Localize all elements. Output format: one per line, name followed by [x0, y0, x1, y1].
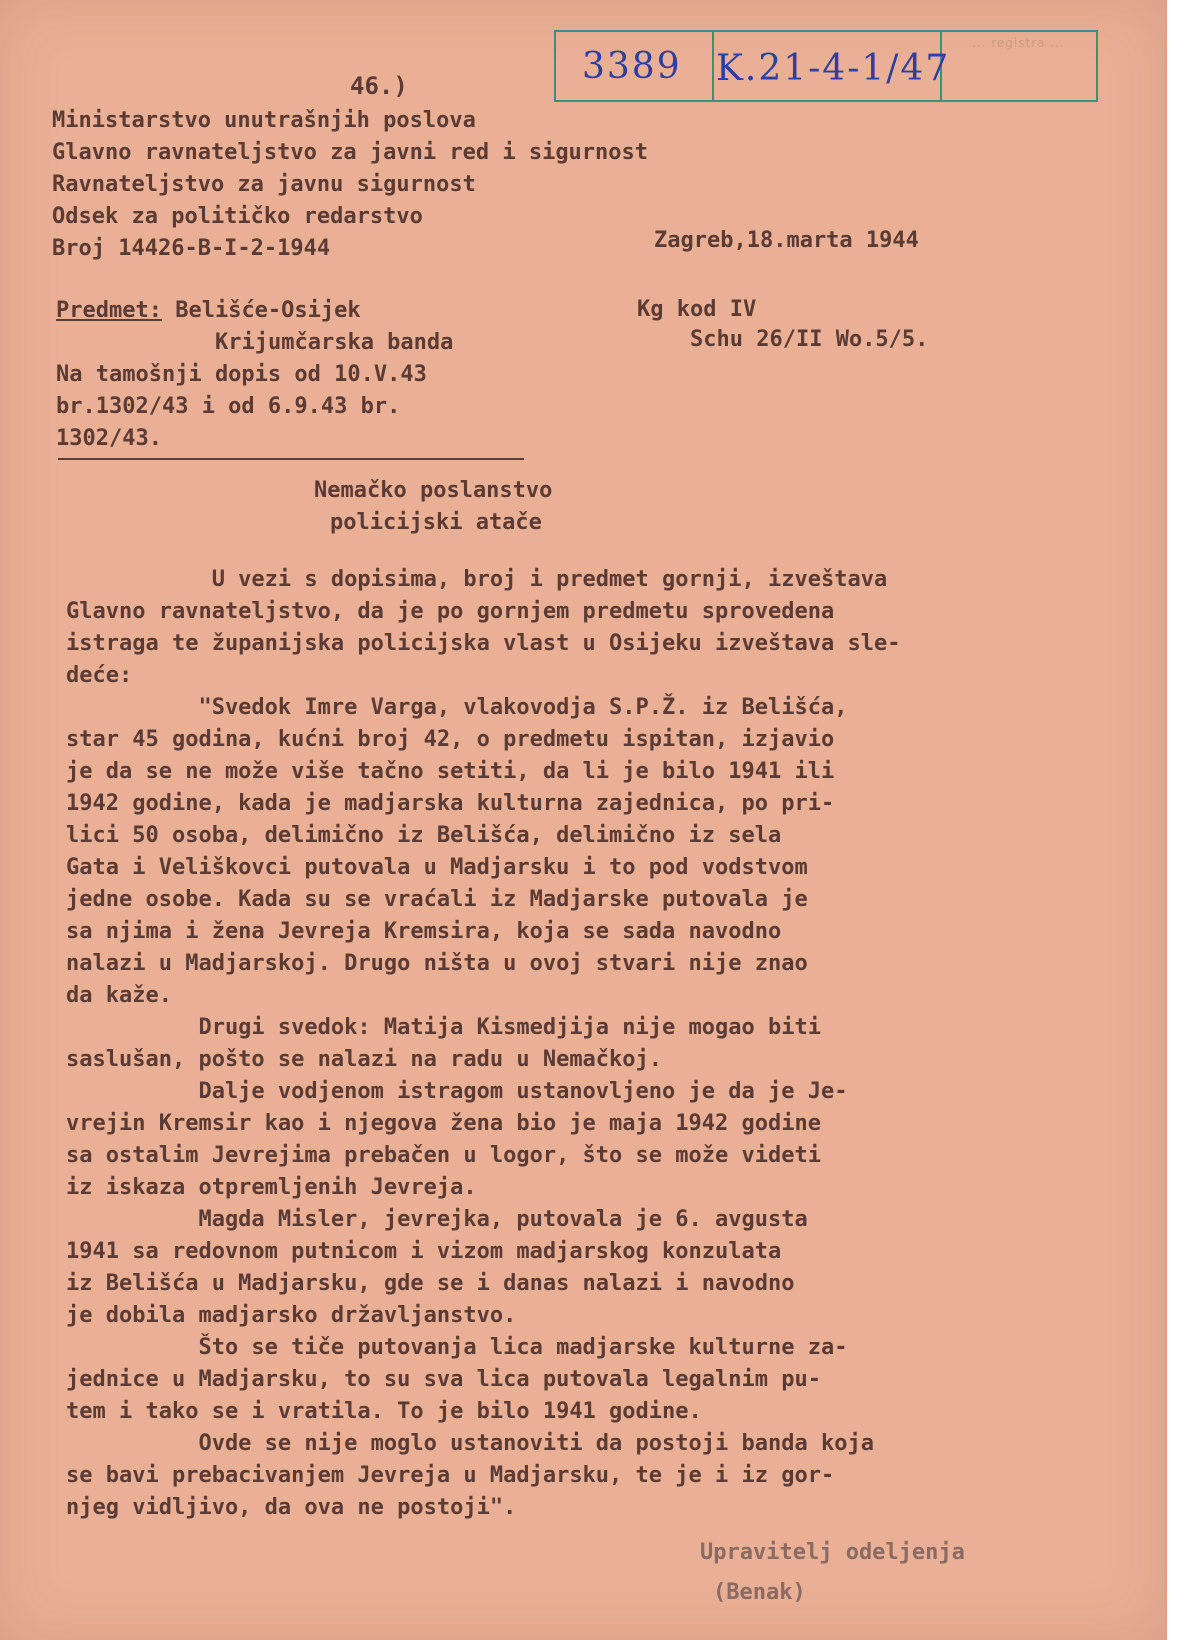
- body-line: saslušan, pošto se nalazi na radu u Nemačkoj.: [66, 1047, 663, 1072]
- body-line: Dalje vodjenom istragom ustanovljeno je da je Je-: [66, 1079, 848, 1104]
- body-line: sa ostalim Jevrejima prebačen u logor, što se može videti: [66, 1143, 821, 1168]
- subject-line: Na tamošnji dopis od 10.V.43: [56, 362, 427, 387]
- body-line: lici 50 osoba, delimično iz Belišća, delimično iz sela: [66, 823, 782, 848]
- body-line: star 45 godina, kućni broj 42, o predmetu ispitan, izjavio: [66, 727, 835, 752]
- body-line: Što se tiče putovanja lica madjarske kulturne za-: [66, 1335, 848, 1360]
- body-line: njeg vidljivo, da ova ne postoji".: [66, 1495, 517, 1520]
- subject-text: Belišće-Osijek: [161, 298, 361, 323]
- header-line: Glavno ravnateljstvo za javni red i sigurnost: [52, 140, 649, 165]
- subject-label: Predmet:: [56, 298, 162, 323]
- body-line: 1941 sa redovnom putnicom i vizom madjarskog konzulata: [66, 1239, 782, 1264]
- body-line: deće:: [66, 663, 133, 688]
- addressee-line: policijski atače: [330, 510, 542, 535]
- body-line: je da se ne može više tačno setiti, da li je bilo 1941 ili: [66, 759, 835, 784]
- body-line: iz iskaza otpremljenih Jevreja.: [66, 1175, 477, 1200]
- body-line: tem i tako se i vratila. To je bilo 1941 godine.: [66, 1399, 702, 1424]
- subject-line: 1302/43.: [56, 426, 162, 451]
- header-line: Odsek za političko redarstvo: [52, 204, 423, 229]
- body-line: vrejin Kremsir kao i njegova žena bio je maja 1942 godine: [66, 1111, 821, 1136]
- subject-line: [56, 298, 361, 323]
- subject-line: Krijumčarska banda: [215, 330, 454, 355]
- addressee-line: Nemačko poslanstvo: [314, 478, 553, 503]
- body-line: "Svedok Imre Varga, vlakovodja S.P.Ž. iz Belišća,: [66, 695, 848, 720]
- body-line: 1942 godine, kada je madjarska kulturna zajednica, po pri-: [66, 791, 835, 816]
- reference-line: Kg kod IV: [637, 297, 757, 322]
- registry-number: 3389: [582, 46, 682, 87]
- body-line: Drugi svedok: Matija Kismedjija nije mogao biti: [66, 1015, 821, 1040]
- body-line: Glavno ravnateljstvo, da je po gornjem predmetu sprovedena: [66, 599, 835, 624]
- body-line: Ovde se nije moglo ustanoviti da postoji banda koja: [66, 1431, 874, 1456]
- body-line: istraga te županijska policijska vlast u Osijeku izveštava sle-: [66, 631, 901, 656]
- body-line: U vezi s dopisima, broj i predmet gornji, izveštava: [66, 567, 888, 592]
- body-line: je dobila madjarsko državljanstvo.: [66, 1303, 517, 1328]
- body-line: sa njima i žena Jevreja Kremsira, koja se sada navodno: [66, 919, 782, 944]
- signature-title: Upravitelj odeljenja: [700, 1540, 965, 1565]
- body-line: jednice u Madjarsku, to su sva lica putovala legalnim pu-: [66, 1367, 821, 1392]
- body-line: se bavi prebacivanjem Jevreja u Madjarsku, te je i iz gor-: [66, 1463, 835, 1488]
- body-line: jedne osobe. Kada su se vraćali iz Madjarske putovala je: [66, 887, 808, 912]
- signature-name: (Benak): [713, 1580, 806, 1605]
- subject-rule: [58, 458, 524, 460]
- subject-line: br.1302/43 i od 6.9.43 br.: [56, 394, 401, 419]
- reference-line: Schu 26/II Wo.5/5.: [690, 327, 929, 352]
- body-line: Gata i Veliškovci putovala u Madjarsku i to pod vodstvom: [66, 855, 808, 880]
- document-date: Zagreb,18.marta 1944: [654, 228, 919, 253]
- stamp-divider: [712, 32, 714, 100]
- file-code: K.21-4-1/47: [716, 48, 951, 89]
- body-line: iz Belišća u Madjarsku, gde se i danas nalazi i navodno: [66, 1271, 795, 1296]
- document-number: 46.): [350, 72, 408, 100]
- body-line: nalazi u Madjarskoj. Drugo ništa u ovoj stvari nije znao: [66, 951, 808, 976]
- stamp-faint-label: ... registra ...: [972, 36, 1065, 50]
- header-line: Ministarstvo unutrašnjih poslova: [52, 108, 476, 133]
- header-line: Broj 14426-B-I-2-1944: [52, 236, 331, 261]
- body-line: Magda Misler, jevrejka, putovala je 6. avgusta: [66, 1207, 808, 1232]
- header-line: Ravnateljstvo za javnu sigurnost: [52, 172, 476, 197]
- body-line: da kaže.: [66, 983, 172, 1008]
